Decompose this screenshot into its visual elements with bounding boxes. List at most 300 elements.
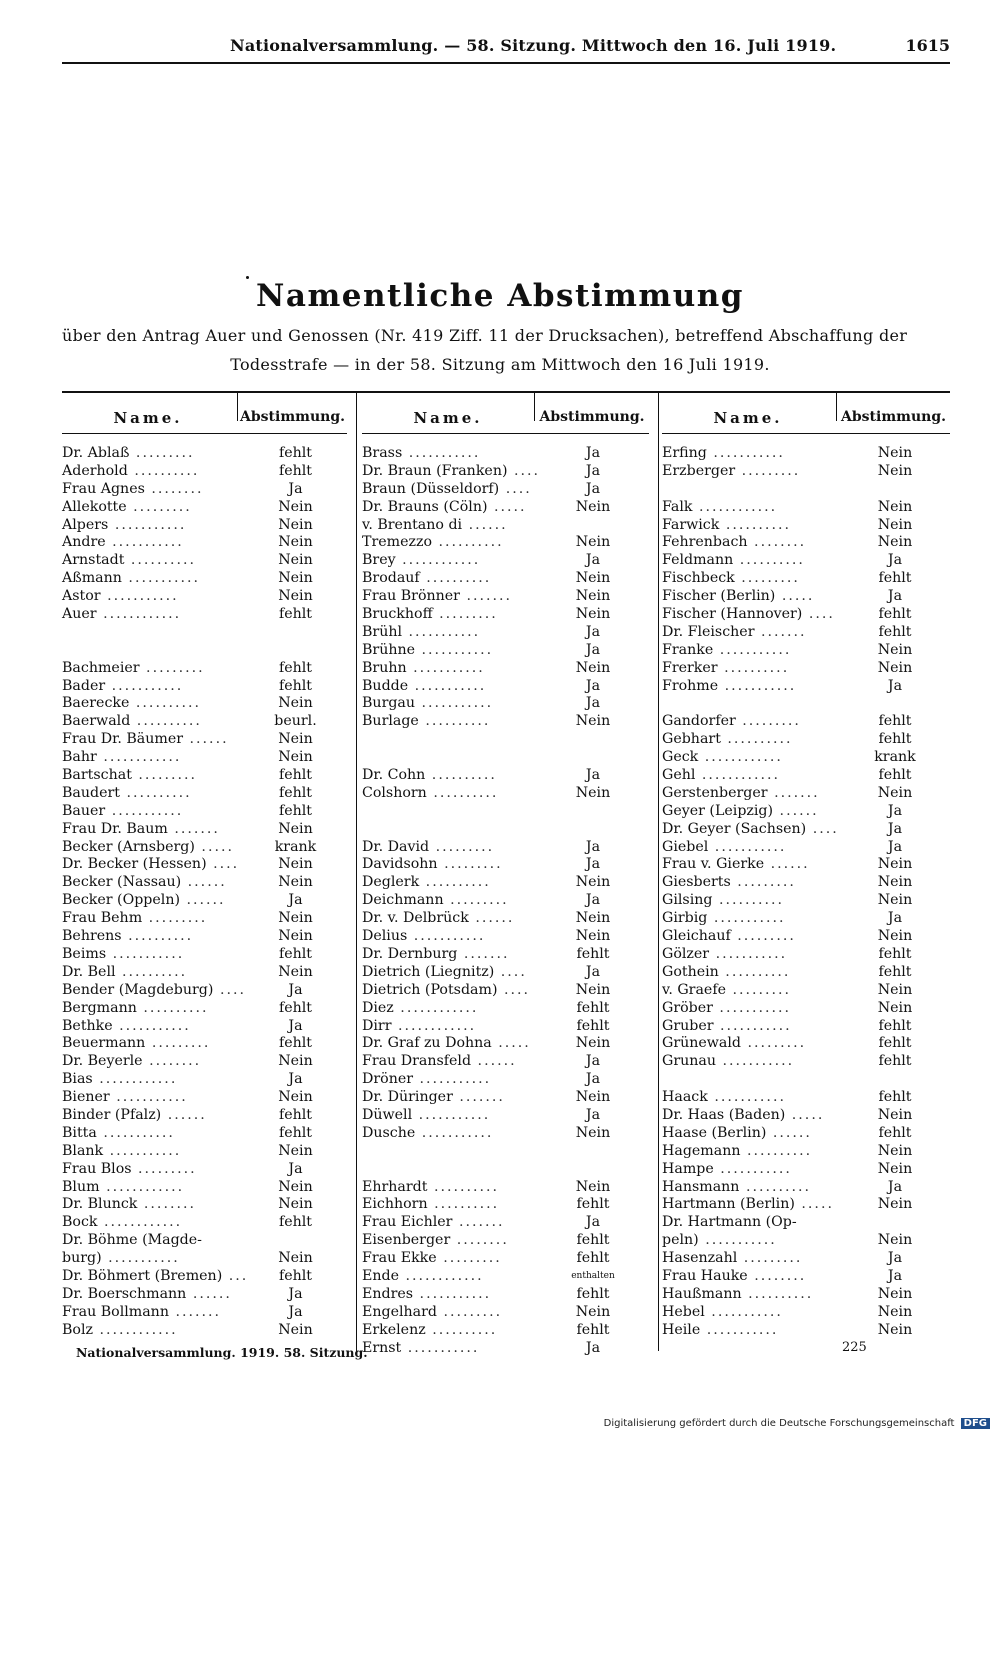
member-name: Dr. David [362, 838, 430, 855]
vote-row [62, 463, 347, 481]
vote-value: Nein [877, 1303, 913, 1320]
member-name: Gehl [662, 767, 696, 784]
vote-row [362, 982, 649, 1000]
vote-value: fehlt [878, 945, 912, 962]
vote-value: fehlt [878, 570, 912, 587]
leader-dots: ............ [96, 749, 182, 766]
vote-row-spacer [362, 1143, 649, 1161]
member-name: Gruber [662, 1017, 714, 1034]
member-name-cell [662, 731, 834, 749]
member-name-cell [62, 803, 234, 821]
member-name: Hagemann [662, 1142, 741, 1159]
member-name: Dr. Düringer [362, 1089, 453, 1106]
leader-dots: ......... [436, 1250, 502, 1267]
member-name-cell [662, 856, 834, 874]
header-rule [62, 62, 950, 64]
vote-row [662, 606, 950, 624]
leader-dots: ......... [429, 838, 495, 855]
leader-dots: .......... [127, 462, 200, 479]
leader-dots: .......... [119, 784, 192, 801]
vote-row [362, 964, 649, 982]
member-name: Haase (Berlin) [662, 1124, 767, 1141]
member-name-cell [362, 678, 534, 696]
vote-row [62, 1214, 347, 1232]
leader-dots: ..... [785, 1106, 825, 1123]
vote-value: Nein [575, 606, 611, 623]
vote-row [662, 445, 950, 463]
leader-dots: ............ [398, 1267, 484, 1284]
vote-value: Ja [585, 623, 601, 640]
member-name-cell [662, 1232, 834, 1250]
vote-row [62, 1125, 347, 1143]
leader-dots: .... [206, 856, 240, 873]
member-name-cell [362, 534, 534, 552]
vote-value: fehlt [278, 659, 313, 676]
vote-value: fehlt [878, 1035, 912, 1052]
leader-dots: ............ [97, 1214, 183, 1231]
vote-row [362, 1268, 649, 1286]
member-name-cell [362, 1322, 534, 1340]
vote-value: Nein [877, 999, 913, 1016]
vote-column-1 [62, 393, 347, 1663]
member-name-cell [362, 713, 534, 731]
vote-row [62, 606, 347, 624]
vote-value: Ja [585, 1106, 601, 1123]
member-name: Davidsohn [362, 856, 438, 873]
leader-dots: ....... [767, 784, 820, 801]
vote-row [62, 678, 347, 696]
vote-value: Nein [575, 910, 611, 927]
member-name: Gothein [662, 963, 719, 980]
member-name: Astor [62, 588, 101, 605]
member-name-cell [362, 874, 534, 892]
member-name: Colshorn [362, 784, 427, 801]
leader-dots: ........... [401, 1339, 480, 1356]
leader-dots: ......... [735, 462, 801, 479]
vote-row [662, 1322, 950, 1340]
member-name: Burlage [362, 713, 419, 730]
member-name: Baudert [62, 784, 120, 801]
leader-dots: ......... [131, 1160, 197, 1177]
leader-dots: .......... [136, 999, 209, 1016]
vote-row [362, 624, 649, 642]
vote-value: Ja [585, 1339, 601, 1356]
member-name: Aderhold [62, 462, 128, 479]
leader-dots: ......... [129, 445, 195, 461]
vote-value: Nein [575, 1303, 611, 1320]
leader-dots: .... [806, 820, 839, 837]
member-name-cell [362, 892, 534, 910]
member-name-cell [662, 570, 834, 588]
leader-dots: ......... [443, 892, 509, 909]
leader-dots: ............ [692, 498, 778, 515]
member-name-cell [662, 552, 834, 570]
vote-row [662, 552, 950, 570]
vote-value: Ja [887, 552, 903, 569]
vote-value: Nein [575, 1124, 611, 1141]
vote-row [362, 481, 649, 499]
member-name-cell [62, 981, 246, 1000]
member-name-cell [362, 1304, 534, 1322]
member-name: Eichhorn [362, 1196, 428, 1213]
member-name-cell [362, 1250, 534, 1268]
dfg-credit-text: Digitalisierung gefördert durch die Deutsche Forschungsgemeinschaft [603, 1418, 955, 1429]
vote-value: Nein [877, 1285, 913, 1302]
leader-dots: .... [507, 462, 541, 479]
vote-row [662, 785, 950, 803]
leader-dots: .......... [426, 784, 499, 801]
member-name: Beims [62, 945, 107, 962]
vote-row [662, 678, 950, 696]
member-name-cell [362, 767, 534, 785]
member-name: Geyer (Leipzig) [662, 802, 774, 819]
member-name-cell [662, 946, 834, 964]
leader-dots: ........... [106, 945, 185, 962]
vote-row [662, 499, 950, 517]
leader-dots: ........... [402, 623, 481, 640]
member-name: Bruhn [362, 659, 407, 676]
vote-row [362, 1340, 649, 1358]
member-name: Dr. Bell [62, 963, 116, 980]
member-name-cell [362, 1125, 534, 1143]
leader-dots: ........... [415, 695, 494, 712]
leader-dots: .......... [419, 570, 492, 587]
member-name: Erkelenz [362, 1321, 426, 1338]
vote-table [62, 391, 950, 1645]
member-name-cell [362, 445, 534, 463]
member-name-cell [62, 588, 234, 606]
member-name-cell [62, 892, 234, 910]
member-name: v. Brentano di [362, 516, 463, 533]
leader-dots: ......... [741, 1035, 807, 1052]
leader-dots: ........... [413, 1071, 492, 1088]
member-name: Frau Eichler [362, 1214, 453, 1231]
member-name: Arnstadt [62, 552, 125, 569]
leader-dots: ............ [695, 767, 781, 784]
vote-value: Nein [278, 1196, 313, 1213]
leader-dots: ........... [105, 677, 184, 694]
leader-dots: ......... [436, 1303, 503, 1320]
member-name-cell [62, 1125, 234, 1143]
member-name-cell [662, 964, 834, 982]
vote-row [662, 570, 950, 588]
vote-value: fehlt [278, 784, 313, 801]
leader-dots: .......... [425, 767, 497, 784]
vote-value: fehlt [576, 1250, 610, 1267]
leader-dots: .......... [741, 1285, 814, 1302]
leader-dots: ..... [487, 498, 527, 515]
leader-dots: ............ [395, 552, 481, 569]
vote-value: Ja [288, 981, 303, 998]
member-name-cell [62, 695, 234, 713]
vote-row [62, 964, 347, 982]
dfg-credit [604, 1418, 990, 1429]
member-name: Bruckhoff [362, 606, 433, 623]
vote-row [62, 1018, 347, 1036]
member-name: Gebhart [662, 731, 721, 748]
member-name: Dr. v. Delbrück [362, 910, 469, 927]
member-name-cell [62, 767, 234, 785]
leader-dots: ........ [747, 534, 807, 551]
member-name: Baerecke [62, 695, 130, 712]
vote-row [662, 839, 950, 857]
member-name-cell [362, 856, 534, 874]
vote-row [362, 1000, 649, 1018]
member-name: Heile [662, 1321, 701, 1338]
vote-row [362, 499, 649, 517]
document-subtitle-line1: über den Antrag Auer und Genossen (Nr. 419 Ziff. 11 der Drucksachen), betreffend Abschaffung der [62, 326, 908, 345]
member-name: Hampe [662, 1160, 714, 1177]
leader-dots: ........... [407, 928, 486, 945]
leader-dots: ... [222, 1267, 249, 1284]
vote-row [62, 946, 347, 964]
member-name: Engelhard [362, 1303, 437, 1320]
vote-row [62, 695, 347, 713]
vote-row-spacer [362, 1161, 649, 1179]
vote-row [662, 1304, 950, 1322]
vote-row [362, 678, 649, 696]
vote-value: Nein [575, 784, 611, 801]
member-name-cell [62, 1304, 234, 1322]
vote-value: Nein [278, 570, 313, 587]
member-name: Dr. Böhme (Magde- [62, 1232, 202, 1249]
member-name: Gölzer [662, 945, 710, 962]
member-name-cell [62, 1286, 234, 1304]
vote-value: Nein [278, 820, 313, 837]
leader-dots: ......... [142, 910, 208, 927]
running-header [62, 32, 950, 62]
leader-dots: .......... [431, 534, 504, 551]
leader-dots: ........... [109, 1089, 188, 1106]
vote-row [662, 1268, 950, 1286]
vote-value: beurl. [274, 713, 317, 730]
leader-dots: ........... [709, 945, 788, 962]
vote-value: Nein [877, 856, 913, 873]
member-name-cell [362, 552, 534, 570]
member-name: Blum [62, 1178, 100, 1195]
member-name-cell [662, 1214, 834, 1232]
vote-row [662, 964, 950, 982]
vote-row [362, 946, 649, 964]
member-name-cell [62, 445, 234, 463]
vote-row [362, 713, 649, 731]
member-name: Burgau [362, 695, 416, 712]
leader-dots: .......... [121, 928, 194, 945]
vote-row [62, 517, 347, 535]
vote-value: Ja [288, 1303, 303, 1320]
leader-dots: ........... [103, 1142, 182, 1159]
vote-value: Ja [585, 641, 601, 658]
member-name-cell [62, 928, 234, 946]
member-name-cell [662, 713, 834, 731]
vote-row [662, 892, 950, 910]
member-name-cell [362, 588, 534, 606]
member-name-cell [362, 499, 534, 517]
vote-row [62, 660, 347, 678]
member-name: Haack [662, 1089, 708, 1106]
leader-dots: .......... [740, 1142, 813, 1159]
vote-value: Nein [278, 1321, 313, 1338]
leader-dots: .......... [425, 1321, 498, 1338]
vote-value: fehlt [878, 963, 912, 980]
member-name: Falk [662, 498, 693, 515]
column-header-vote: Abstimmung. [836, 393, 950, 421]
member-name: Dr. Braun (Franken) [362, 462, 508, 479]
member-name: Bergmann [62, 999, 137, 1016]
vote-value: Nein [278, 534, 313, 551]
member-name-cell [362, 910, 534, 928]
vote-value: Nein [278, 731, 313, 748]
member-name: Frau Agnes [62, 480, 145, 497]
member-name: Dr. Beyerle [62, 1053, 143, 1070]
member-name: Franke [662, 641, 714, 658]
vote-row [662, 767, 950, 785]
member-name-cell [662, 1000, 834, 1018]
member-name-cell [62, 856, 240, 874]
leader-dots: ........... [105, 534, 184, 551]
member-name-cell [62, 1267, 249, 1286]
vote-value: fehlt [278, 802, 313, 819]
vote-value: fehlt [576, 1232, 610, 1249]
vote-value: fehlt [576, 1321, 610, 1338]
leader-dots: ....... [457, 945, 510, 962]
member-name: Gröber [662, 999, 713, 1016]
member-name-cell [362, 1071, 534, 1089]
vote-row [62, 1232, 347, 1250]
vote-value: fehlt [278, 445, 313, 461]
vote-value: Ja [585, 1071, 601, 1088]
member-name-cell [662, 1268, 834, 1286]
member-name: Farwick [662, 516, 720, 533]
column-header [62, 405, 347, 434]
vote-row [362, 463, 649, 481]
leader-dots: .... [802, 606, 835, 623]
vote-row [362, 445, 649, 463]
member-name-cell [62, 964, 234, 982]
vote-row [62, 749, 347, 767]
member-name: Becker (Oppeln) [62, 892, 180, 909]
vote-row [662, 1107, 950, 1125]
vote-rows [662, 445, 950, 1340]
leader-dots: ...... [161, 1106, 207, 1123]
leader-dots: .... [494, 963, 527, 980]
member-name: Deglerk [362, 874, 420, 891]
vote-row [362, 1107, 649, 1125]
vote-row [662, 1000, 950, 1018]
vote-column-2 [362, 393, 649, 1663]
member-name-cell [62, 1071, 234, 1089]
vote-row [662, 713, 950, 731]
leader-dots: ....... [168, 1303, 222, 1320]
vote-row-spacer [362, 731, 649, 749]
vote-row [362, 552, 649, 570]
vote-row [62, 1161, 347, 1179]
vote-row [62, 499, 347, 517]
vote-row [62, 982, 347, 1000]
vote-row-spacer [662, 1071, 950, 1089]
vote-row [62, 1179, 347, 1197]
vote-row [362, 785, 649, 803]
vote-value: enthalten [571, 1270, 615, 1281]
member-name: Bolz [62, 1321, 93, 1338]
vote-row [62, 534, 347, 552]
vote-row [362, 1018, 649, 1036]
leader-dots: .......... [717, 659, 790, 676]
member-name: Brass [362, 445, 403, 461]
member-name: Bethke [62, 1017, 113, 1034]
member-name: peln) [662, 1232, 699, 1249]
vote-value: Nein [877, 784, 913, 801]
vote-row [662, 874, 950, 892]
member-name-cell [362, 642, 534, 660]
vote-row [62, 1071, 347, 1089]
vote-value: Ja [585, 856, 601, 873]
leader-dots: .......... [739, 1178, 812, 1195]
member-name: Dr. Cohn [362, 767, 426, 784]
vote-value: Nein [877, 659, 913, 676]
vote-value: Ja [585, 1053, 601, 1070]
member-name-cell [62, 1143, 234, 1161]
member-name: Giebel [662, 838, 709, 855]
vote-row [662, 749, 950, 767]
member-name: Frerker [662, 659, 718, 676]
vote-value: Nein [575, 981, 611, 998]
member-name-cell [662, 1107, 834, 1125]
vote-row [362, 695, 649, 713]
vote-value: fehlt [278, 1035, 313, 1052]
member-name: Gilsing [662, 892, 713, 909]
leader-dots: ........... [708, 838, 787, 855]
vote-row [62, 821, 347, 839]
vote-row [362, 839, 649, 857]
leader-dots: ...... [181, 874, 227, 891]
member-name: Girbig [662, 910, 708, 927]
vote-value: fehlt [576, 1196, 610, 1213]
vote-row [62, 445, 347, 463]
vote-row [662, 1053, 950, 1071]
leader-dots: ......... [725, 981, 792, 998]
member-name-cell [362, 1179, 534, 1197]
member-name-cell [662, 445, 834, 463]
member-name: Eisenberger [362, 1232, 451, 1249]
member-name-cell [662, 1143, 834, 1161]
member-name: Frau Dransfeld [362, 1053, 472, 1070]
vote-value: fehlt [576, 1017, 610, 1034]
leader-dots: .... [213, 981, 246, 998]
member-name-cell [362, 1107, 534, 1125]
leader-dots: ........... [412, 1106, 491, 1123]
member-name: Allekotte [62, 498, 127, 515]
vote-row-spacer [362, 749, 649, 767]
member-name-cell [662, 678, 834, 696]
member-name-cell [662, 1053, 834, 1071]
vote-row [362, 1071, 649, 1089]
vote-row [62, 731, 347, 749]
column-header-name: Name. [413, 409, 483, 427]
vote-row [662, 1125, 950, 1143]
member-name: Ernst [362, 1339, 402, 1356]
member-name: Brodauf [362, 570, 420, 587]
member-name: Erzberger [662, 462, 736, 479]
member-name: Frau Dr. Bäumer [62, 731, 184, 748]
leader-dots: ........... [415, 1124, 494, 1141]
vote-value: krank [874, 749, 916, 766]
vote-value: Nein [278, 963, 313, 980]
member-name: Bahr [62, 749, 97, 766]
leader-dots: ....... [452, 1214, 505, 1231]
member-name: Dr. Böhmert (Bremen) [62, 1267, 223, 1284]
member-name: Erfing [662, 445, 707, 461]
